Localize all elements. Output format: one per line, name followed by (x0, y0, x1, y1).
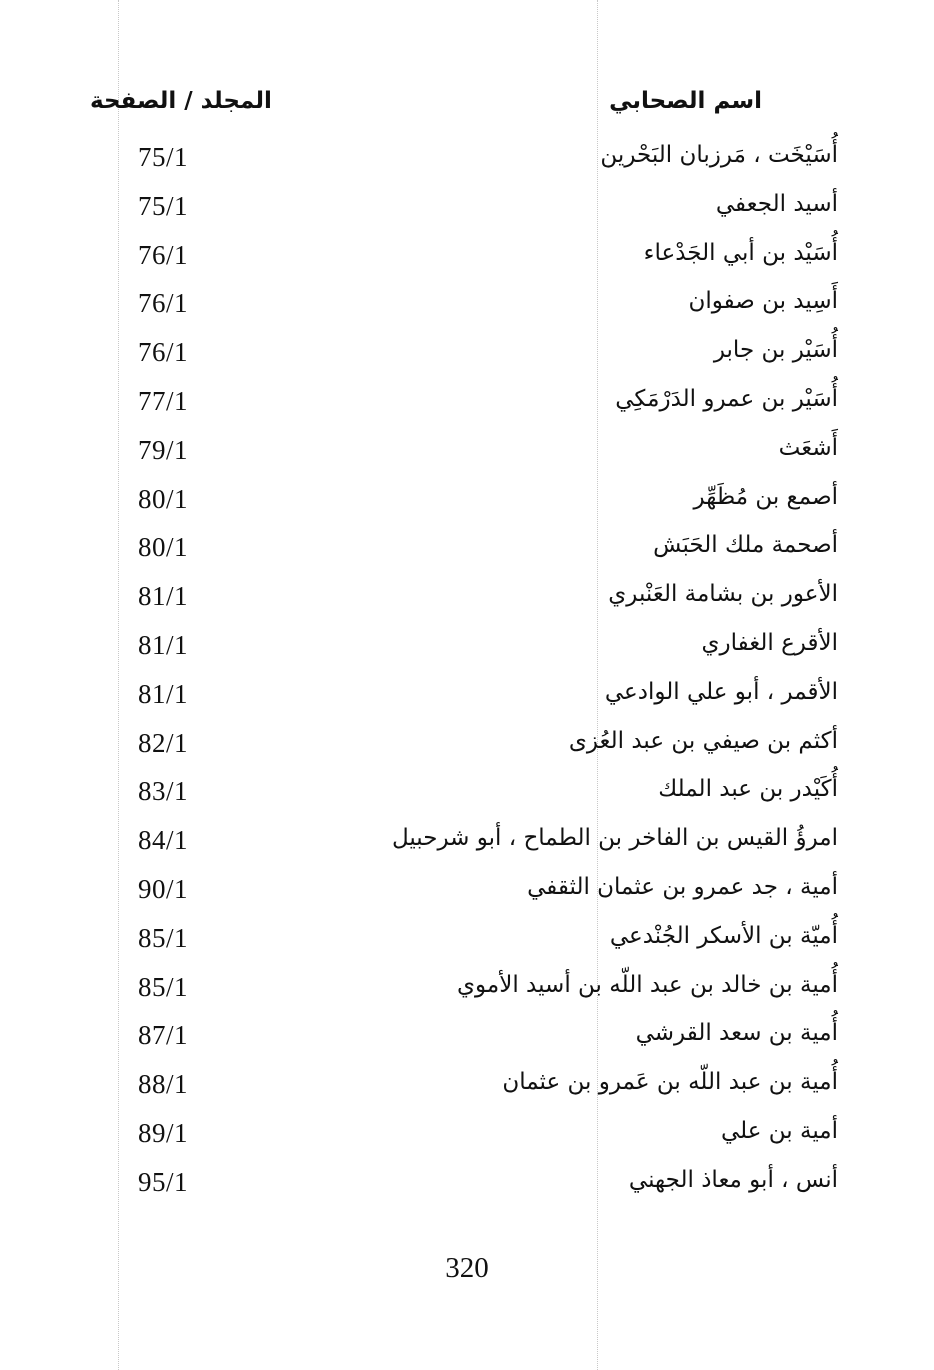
volume-page-ref: 84/1 (138, 825, 189, 856)
volume-page-ref: 80/1 (138, 483, 189, 514)
companion-name: أنس ، أبو معاذ الجهني (628, 1166, 838, 1193)
list-item (0, 1063, 934, 1112)
volume-page-ref: 88/1 (138, 1069, 189, 1100)
companion-name: أُسَيْد بن أبي الجَدْعاء (643, 239, 838, 266)
volume-page-ref: 89/1 (138, 1117, 189, 1148)
list-item (0, 722, 934, 771)
list-item (0, 185, 934, 234)
volume-page-ref: 79/1 (138, 434, 189, 465)
list-item (0, 282, 934, 331)
list-item (0, 819, 934, 868)
list-item (0, 429, 934, 478)
list-item (0, 526, 934, 575)
companion-name: أُميّة بن الأسكر الجُنْدعي (609, 922, 838, 949)
volume-page-ref: 76/1 (138, 288, 189, 319)
companion-name: أمية ، جد عمرو بن عثمان الثقفي (527, 873, 838, 900)
volume-page-ref: 87/1 (138, 1020, 189, 1051)
companion-name: أُمية بن عبد اللّه بن عَمرو بن عثمان (502, 1069, 838, 1096)
table-header (0, 88, 934, 128)
volume-page-ref: 75/1 (138, 142, 189, 172)
list-item (0, 624, 934, 673)
companion-name: الأقمر ، أبو علي الوادعي (604, 678, 838, 705)
list-item (0, 331, 934, 380)
companion-name: أُمية بن خالد بن عبد اللّه بن أسيد الأموي (457, 971, 838, 998)
volume-page-ref: 81/1 (138, 581, 189, 612)
volume-page-ref: 85/1 (138, 971, 189, 1002)
companion-name: الأقرع الغفاري (701, 629, 838, 656)
volume-page-ref: 76/1 (138, 239, 189, 270)
list-item (0, 770, 934, 819)
list-item (0, 234, 934, 283)
list-item (0, 1014, 934, 1063)
list-item (0, 1112, 934, 1161)
companion-name: امرؤُ القيس بن الفاخر بن الطماح ، أبو شرحبيل (391, 825, 838, 852)
list-item (0, 917, 934, 966)
companion-name: أَسِيد بن صفوان (688, 288, 838, 315)
column-header-name: اسم الصحابي (609, 88, 762, 114)
volume-page-ref: 81/1 (138, 678, 189, 709)
companion-name: أُسَيْخَت ، مَرزبان البَحْرين (600, 142, 838, 168)
volume-page-ref: 81/1 (138, 629, 189, 660)
companion-name: أَشعَث (778, 434, 838, 461)
list-item (0, 868, 934, 917)
list-item (0, 478, 934, 527)
entries-list (0, 136, 934, 1210)
volume-page-ref: 82/1 (138, 727, 189, 758)
list-item (0, 575, 934, 624)
column-header-ref: المجلد / الصفحة (90, 88, 272, 114)
volume-page-ref: 75/1 (138, 190, 189, 221)
volume-page-ref: 85/1 (138, 922, 189, 953)
companion-name: أصمع بن مُظَهِّر (693, 483, 838, 510)
volume-page-ref: 76/1 (138, 337, 189, 368)
list-item (0, 380, 934, 429)
volume-page-ref: 77/1 (138, 385, 189, 416)
volume-page-ref: 90/1 (138, 873, 189, 904)
companion-name: أمية بن علي (720, 1117, 838, 1144)
companion-name: أصحمة ملك الحَبَش (653, 532, 838, 559)
list-item (0, 1161, 934, 1210)
list-item (0, 136, 934, 185)
companion-name: أُسَيْر بن جابر (713, 337, 838, 364)
companion-name: أكثم بن صيفي بن عبد العُزى (568, 727, 838, 754)
list-item (0, 673, 934, 722)
companion-name: الأعور بن بشامة العَنْبري (608, 581, 838, 608)
companion-name: أُكَيْدر بن عبد الملك (658, 776, 838, 803)
companion-name: أُمية بن سعد القرشي (635, 1020, 838, 1047)
page-number: 320 (445, 1252, 489, 1284)
volume-page-ref: 83/1 (138, 776, 189, 807)
companion-name: أُسَيْر بن عمرو الدَرْمَكِي (615, 385, 838, 412)
volume-page-ref: 80/1 (138, 532, 189, 563)
list-item (0, 966, 934, 1015)
companion-name: أسيد الجعفي (715, 190, 838, 217)
volume-page-ref: 95/1 (138, 1166, 189, 1197)
